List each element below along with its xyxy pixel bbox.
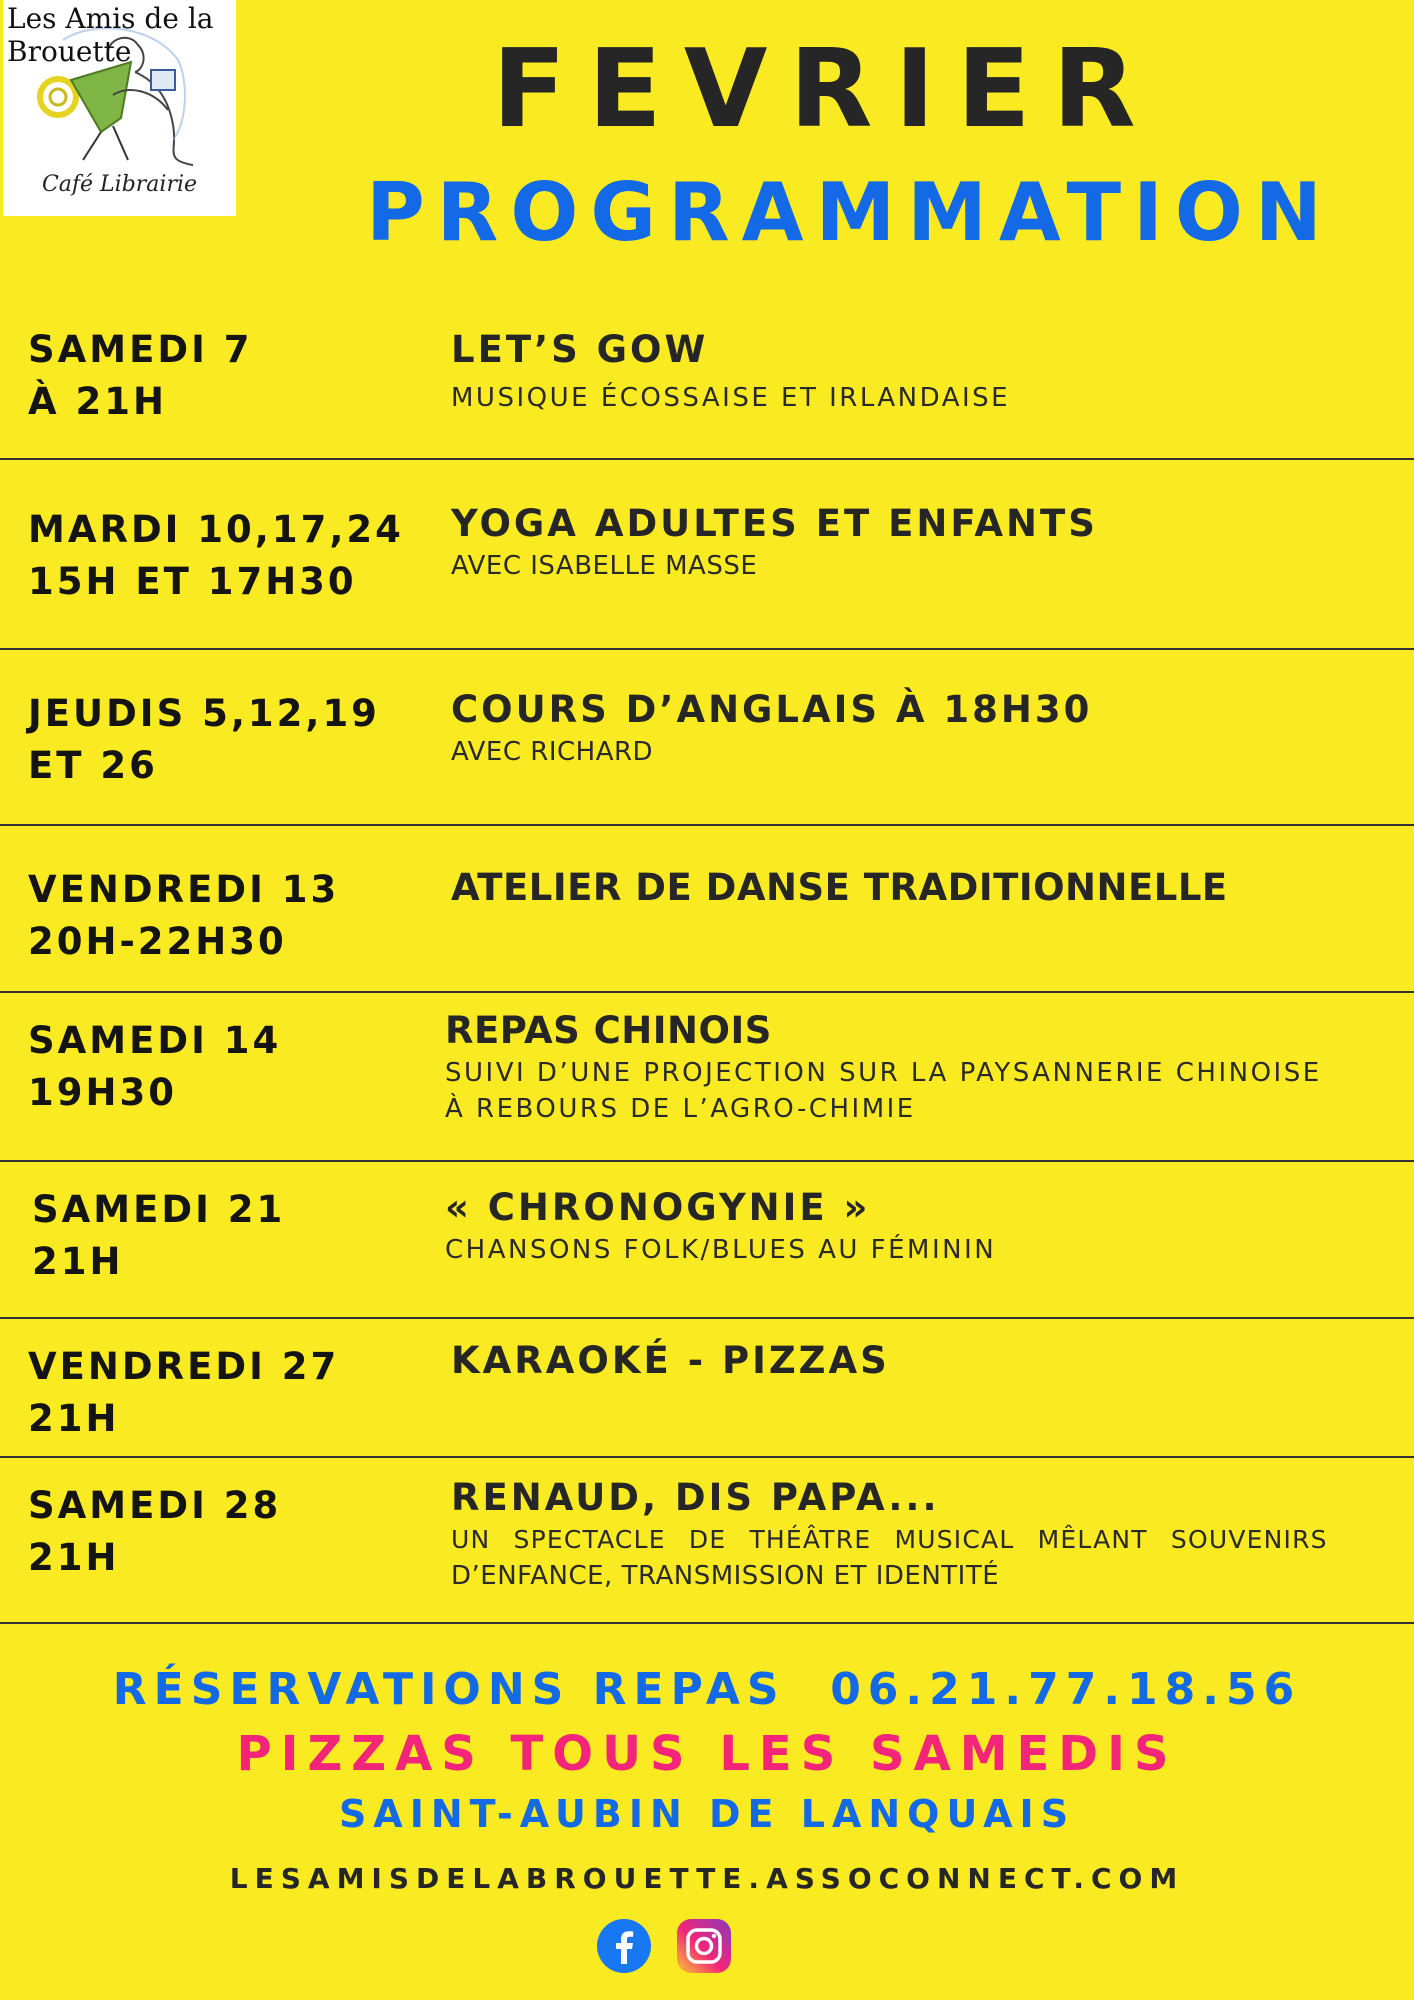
event-date-line-2: 21H xyxy=(28,1536,120,1579)
event-date-line-1: VENDREDI 27 xyxy=(28,1345,340,1388)
event-title: « CHRONOGYNIE » xyxy=(445,1186,871,1229)
event-info xyxy=(451,686,1411,770)
event-info xyxy=(451,864,1411,912)
location: SAINT-AUBIN DE LANQUAIS xyxy=(338,1792,1076,1836)
event-info xyxy=(451,326,1411,416)
event-title: ATELIER DE DANSE TRADITIONNELLE xyxy=(451,866,1228,909)
event-date-line-1: VENDREDI 13 xyxy=(28,868,340,911)
event-subtitle-line-2: D’ENFANCE, TRANSMISSION ET IDENTITÉ xyxy=(451,1561,1000,1591)
pizzas-banner: PIZZAS TOUS LES SAMEDIS xyxy=(236,1726,1178,1782)
event-subtitle: SUIVI D’UNE PROJECTION SUR LA PAYSANNERIE CHINOISE xyxy=(445,1058,1322,1088)
reservations-phone: RÉSERVATIONS REPAS 06.21.77.18.56 xyxy=(112,1664,1302,1715)
event-date-line-1: SAMEDI 7 xyxy=(28,328,253,371)
event-title: YOGA ADULTES ET ENFANTS xyxy=(451,502,1098,545)
event-subtitle: CHANSONS FOLK/BLUES AU FÉMININ xyxy=(445,1235,997,1265)
event-row xyxy=(0,1162,1414,1319)
event-row xyxy=(0,312,1414,460)
event-subtitle: UN SPECTACLE DE THÉÂTRE MUSICAL MÊLANT SOUVENIRS xyxy=(451,1525,1328,1554)
event-subtitle: AVEC ISABELLE MASSE xyxy=(451,551,758,581)
event-date-line-2: 21H xyxy=(32,1240,124,1283)
event-date xyxy=(28,1015,281,1119)
event-date xyxy=(28,324,252,428)
event-date xyxy=(28,1341,339,1445)
event-info xyxy=(445,1007,1405,1127)
logo-name: Les Amis de la Brouette xyxy=(7,2,214,68)
event-subtitle-line-2: À REBOURS DE L’AGRO-CHIMIE xyxy=(445,1094,916,1124)
event-info xyxy=(451,500,1411,584)
logo-subtitle: Café Librairie xyxy=(41,172,198,197)
event-title: RENAUD, DIS PAPA... xyxy=(451,1476,940,1519)
programmation-title: PROGRAMMATION xyxy=(366,166,1334,259)
event-title: REPAS CHINOIS xyxy=(445,1009,772,1052)
event-date xyxy=(28,1480,281,1584)
event-date-line-2: ET 26 xyxy=(28,744,158,787)
event-date-line-1: SAMEDI 28 xyxy=(28,1484,282,1527)
instagram-icon[interactable] xyxy=(676,1918,732,1974)
event-date-line-1: MARDI 10,17,24 xyxy=(28,508,404,551)
month-title: FEVRIER xyxy=(492,27,1158,152)
event-row xyxy=(0,1319,1414,1458)
event-info xyxy=(445,1184,1405,1268)
event-row xyxy=(0,993,1414,1162)
event-row xyxy=(0,460,1414,650)
event-subtitle: MUSIQUE ÉCOSSAISE ET IRLANDAISE xyxy=(451,383,1011,413)
event-date-line-1: SAMEDI 14 xyxy=(28,1019,282,1062)
event-date xyxy=(32,1184,285,1288)
event-date xyxy=(28,864,339,968)
event-row xyxy=(0,650,1414,826)
event-subtitle: AVEC RICHARD xyxy=(451,737,654,767)
event-date-line-2: 19H30 xyxy=(28,1071,177,1114)
event-date-line-2: 21H xyxy=(28,1397,120,1440)
logo xyxy=(3,0,236,216)
event-date-line-1: SAMEDI 21 xyxy=(32,1188,286,1231)
event-date-line-2: 15H ET 17H30 xyxy=(28,560,357,603)
event-info xyxy=(451,1337,1411,1385)
event-row xyxy=(0,1458,1414,1624)
event-date-line-2: 20H-22H30 xyxy=(28,920,287,963)
event-title: LET’S GOW xyxy=(451,328,709,371)
event-date xyxy=(28,504,404,608)
event-date-line-1: JEUDIS 5,12,19 xyxy=(28,692,380,735)
event-row xyxy=(0,826,1414,993)
event-date-line-2: À 21H xyxy=(28,380,167,423)
social-links xyxy=(596,1918,736,1978)
event-title: KARAOKÉ - PIZZAS xyxy=(451,1339,890,1382)
event-date xyxy=(28,688,380,792)
website-link[interactable]: LESAMISDELABROUETTE.ASSOCONNECT.COM xyxy=(229,1862,1185,1895)
event-title: COURS D’ANGLAIS À 18H30 xyxy=(451,688,1093,731)
event-info xyxy=(451,1474,1411,1594)
facebook-icon[interactable] xyxy=(596,1918,652,1974)
